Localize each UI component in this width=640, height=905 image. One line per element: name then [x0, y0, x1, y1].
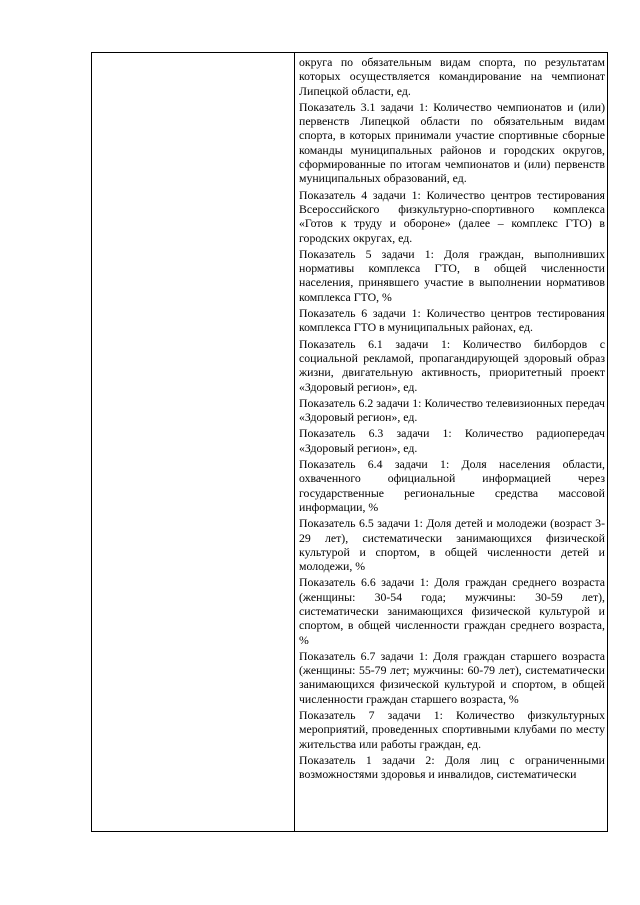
- paragraph-indicator-6-4: Показатель 6.4 задачи 1: Доля населения области, охваченного официальной информацией через государственные региональные средства массовой информации, %: [299, 457, 605, 514]
- paragraph-indicator-6-3: Показатель 6.3 задачи 1: Количество радиопередач «Здоровый регион», ед.: [299, 426, 605, 455]
- paragraph-indicator-6-1: Показатель 6.1 задачи 1: Количество билбордов с социальной рекламой, пропагандирующей здоровый образ жизни, двигательную активность, приоритетный проект «Здоровый регион», ед.: [299, 336, 605, 394]
- paragraph-indicator-6-5: Показатель 6.5 задачи 1: Доля детей и молодежи (возраст 3-29 лет), систематически занимающихся физической культурой и спортом, в общей численности детей и молодежи, %: [299, 516, 605, 574]
- paragraph-indicator-6-6: Показатель 6.6 задачи 1: Доля граждан среднего возраста (женщины: 30-54 года; мужчины: 30-59 лет), систематически занимающихся физической культурой и спортом, в общей численности граждан среднего возраста, %: [299, 575, 605, 647]
- table-left-column: [92, 53, 295, 831]
- document-table: [91, 52, 608, 832]
- paragraph-continuation: округа по обязательным видам спорта, по результатам которых осуществляется командирование на чемпионат Липецкой области, ед.: [299, 55, 605, 98]
- paragraph-indicator-6: Показатель 6 задачи 1: Количество центров тестирования комплекса ГТО в муниципальных районах, ед.: [299, 306, 605, 335]
- paragraph-indicator-3-1: Показатель 3.1 задачи 1: Количество чемпионатов и (или) первенств Липецкой области по обязательным видам спорта, в которых принимали участие спортивные сборные команды муниципальных районов и городских округов, сформированные по итогам чемпионатов и (или) первенств муниципальных образований, ед.: [299, 99, 605, 186]
- paragraph-indicator-1-task-2: Показатель 1 задачи 2: Доля лиц с ограниченными возможностями здоровья и инвалидов, систематически: [299, 752, 605, 782]
- paragraph-indicator-5: Показатель 5 задачи 1: Доля граждан, выполнивших нормативы комплекса ГТО, в общей численности населения, принявшего участие в выполнении нормативов комплекса ГТО, %: [299, 246, 605, 304]
- paragraph-indicator-6-7: Показатель 6.7 задачи 1: Доля граждан старшего возраста (женщины: 55-79 лет; мужчины: 60-79 лет), систематически занимающихся физической культурой и спортом, в общей численности граждан старшего возраста, %: [299, 648, 605, 706]
- paragraph-indicator-4: Показатель 4 задачи 1: Количество центров тестирования Всероссийского физкультурно-спортивного комплекса «Готов к труду и обороне» (далее – комплекс ГТО) в городских округах, ед.: [299, 187, 605, 245]
- paragraph-indicator-7: Показатель 7 задачи 1: Количество физкультурных мероприятий, проведенных спортивными клубами по месту жительства или работы граждан, ед.: [299, 708, 605, 751]
- table-right-column: [295, 53, 607, 831]
- paragraph-indicator-6-2: Показатель 6.2 задачи 1: Количество телевизионных передач «Здоровый регион», ед.: [299, 395, 605, 425]
